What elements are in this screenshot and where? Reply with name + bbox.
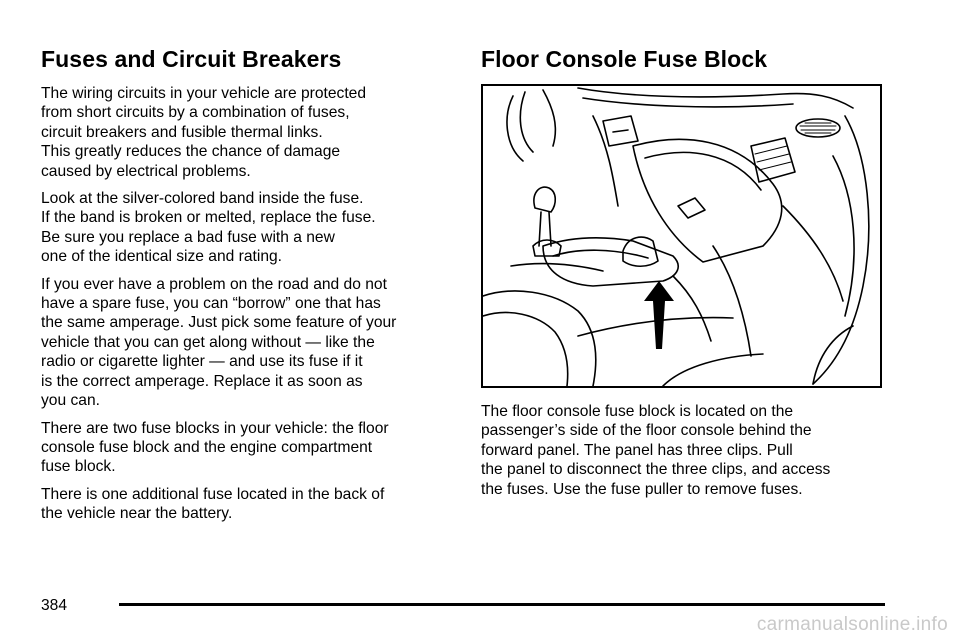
paragraph: There are two fuse blocks in your vehicle: the floor console fuse block and the engine compartment fuse block. (41, 419, 389, 476)
page-number: 384 (41, 597, 68, 614)
left-column (41, 44, 453, 532)
right-column (481, 44, 893, 507)
paragraph: There is one additional fuse located in the back of the vehicle near the battery. (41, 485, 385, 523)
footer-rule (119, 603, 885, 606)
paragraph: The floor console fuse block is located on the passenger’s side of the floor console behind the forward panel. The panel has three clips. Pull the panel to disconnect the three clips, and access the fuses. Use the fuse puller to remove fuses. (481, 403, 831, 498)
watermark: carmanualsonline.info (756, 614, 948, 635)
console-illustration (481, 84, 882, 388)
paragraph: If you ever have a problem on the road and do not have a spare fuse, you can “borrow” one that has the same amperage. Just pick some feature of your vehicle that you can get along without — like the radio or cigarette lighter — and use its fuse if it is the correct amperage. Replace it as soon as you can. (41, 275, 397, 410)
console-line-drawing (483, 86, 880, 386)
section-title-fuses: Fuses and Circuit Breakers (41, 46, 342, 72)
section-title-floor-console: Floor Console Fuse Block (481, 46, 768, 72)
arrow-up-icon (644, 281, 674, 351)
paragraph: The wiring circuits in your vehicle are protected from short circuits by a combination of fuses, circuit breakers and fusible thermal links. This greatly reduces the chance of damage caused by electrical problems. (41, 85, 367, 180)
paragraph: Look at the silver-colored band inside the fuse. If the band is broken or melted, replace the fuse. Be sure you replace a bad fuse with a new one of the identical size and rating. (41, 190, 376, 266)
